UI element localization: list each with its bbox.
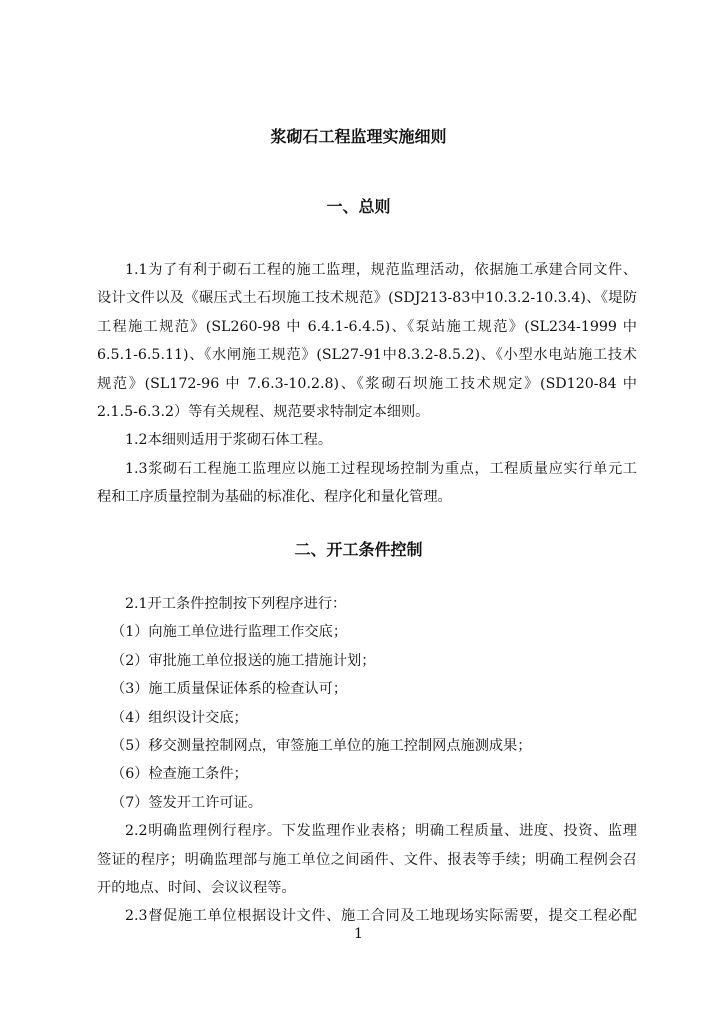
section-heading-general: 一、总则	[326, 197, 391, 216]
list-item: （2）审批施工单位报送的施工措施计划；	[111, 652, 376, 669]
paragraph-line: 规范》(SL172-96 中 7.6.3-10.2.8)、《浆砌石坝施工技术规定》(SD120-84 中	[97, 375, 637, 392]
paragraph-line: 1.2本细则适用于浆砌石体工程。	[125, 432, 333, 449]
document-title: 浆砌石工程监理实施细则	[270, 127, 447, 146]
paragraph-line: 2.3督促施工单位根据设计文件、施工合同及工地现场实际需要，提交工程必配	[125, 908, 637, 925]
paragraph-line: 2.2明确监理例行程序。下发监理作业表格；明确工程质量、进度、投资、监理	[125, 823, 637, 840]
list-item: （5）移交测量控制网点，审签施工单位的施工控制网点施测成果；	[111, 737, 532, 754]
list-item: （4）组织设计交底；	[111, 709, 248, 726]
list-item: （1）向施工单位进行监理工作交底；	[111, 624, 348, 641]
page-number: 1	[354, 926, 363, 942]
paragraph-line: 2.1.5-6.3.2）等有关规程、规范要求特制定本细则。	[97, 403, 430, 420]
section-body-start-conditions	[97, 590, 637, 931]
paragraph-line: 工程施工规范》(SL260-98 中 6.4.1-6.4.5)、《泵站施工规范》(SL234-1999 中	[97, 318, 637, 335]
list-item: （6）检查施工条件；	[111, 766, 248, 783]
paragraph-line: 1.1为了有利于砌石工程的施工监理，规范监理活动，依据施工承建合同文件、	[125, 262, 637, 278]
section-body-general	[97, 256, 637, 512]
paragraph-line: 6.5.1-6.5.11)、《水闸施工规范》(SL27-91中8.3.2-8.5.2)、《小型水电站施工技术	[97, 347, 637, 364]
paragraph-line: 开的地点、时间、会议议程等。	[97, 879, 296, 896]
paragraph-line: 程和工序质量控制为基础的标准化、程序化和量化管理。	[97, 489, 452, 506]
paragraph-line: 签证的程序；明确监理部与施工单位之间函件、文件、报表等手续；明确工程例会召	[97, 851, 637, 868]
list-item: （7）签发开工许可证。	[111, 794, 262, 811]
list-item: （3）施工质量保证体系的检查认可；	[111, 681, 348, 698]
paragraph-line: 2.1开工条件控制按下列程序进行：	[125, 596, 347, 612]
paragraph-line: 1.3浆砌石工程施工监理应以施工过程现场控制为重点，工程质量应实行单元工	[125, 460, 637, 477]
paragraph-line: 设计文件以及《碾压式土石坝施工技术规范》(SDJ213-83中10.3.2-10.3.4)、《堤防	[97, 290, 637, 307]
section-heading-start-conditions: 二、开工条件控制	[294, 540, 423, 559]
